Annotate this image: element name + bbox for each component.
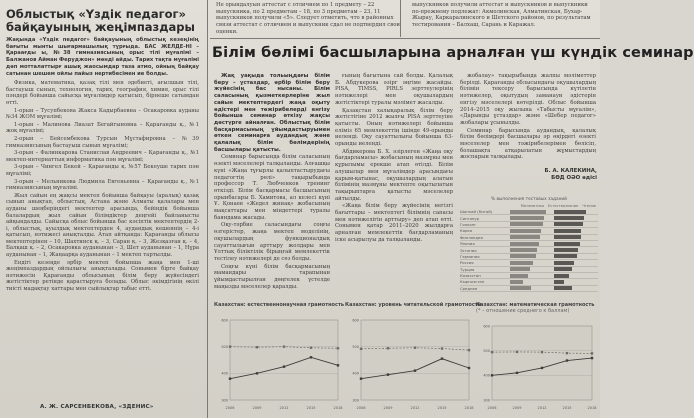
table-row-label: Турция (460, 266, 475, 272)
chart-title: Казахстан: уровень читательской грамотности (345, 302, 482, 308)
paragraph: Қазақстан халықаралық білім беру жетістігіне 2012 жылғы PISA зерттеуіне қатысты. Оның нәтижелері бойынша еліміз 65 мемлекеттің ішінде 49-орынды иеленді. Оқу сауаттылығы бойынша 63-орынды иеленді. (335, 107, 453, 148)
table-row-bars (510, 248, 598, 252)
chart-title: Казахстан: естественнонаучная грамотность (214, 302, 344, 308)
left-article-signature: А. Ж. САРСЕНБЕКОВА, «ЗДЕНИС» (40, 404, 154, 410)
data-point (337, 364, 339, 366)
table-row-label: Кыргызстан (460, 279, 485, 285)
data-point (256, 346, 258, 348)
x-tick-label: 2015 (306, 406, 316, 410)
table-bar (510, 235, 540, 239)
table-row-bars (510, 280, 598, 284)
x-tick-label: 2009 (383, 406, 393, 410)
table-bar (554, 280, 564, 284)
article-signature (505, 168, 597, 182)
data-point (337, 347, 339, 349)
table-row-bars (510, 235, 598, 239)
table-col-header: Естествознание (548, 204, 579, 208)
table-bar (554, 222, 583, 226)
paragraph: Абдикерова Б. Х. әзірлеген «Жаңа оқу бағдарламасы» жобасының мазмұны мен құрылымы ерекше атап өтілді. Білім алушылар мен мұғалімдер арасындағы қарым-қатынас, оқушылардың алатын білімінің мазмұны мектепте оқытылатын тақырыптарға қатысты мәселелер айтылды. (335, 148, 453, 202)
x-tick-label: 2015 (437, 406, 447, 410)
chart-reading-literacy (345, 302, 482, 414)
data-point (516, 372, 518, 374)
x-tick-label: 2012 (537, 406, 547, 410)
table-row-label: Гонконг (460, 221, 477, 227)
data-point (414, 347, 416, 349)
table-bar (554, 229, 581, 233)
results-table (460, 197, 598, 297)
paragraph: 1-орын – Малинова Лиазат Бегайгыновна – Қарағанды қ., №1 жоқ мұғалімі; (6, 121, 199, 135)
table-bar (554, 274, 569, 278)
table-bar (510, 274, 528, 278)
data-point (310, 356, 312, 358)
data-point (441, 357, 443, 359)
table-row-label: Сингапур (460, 215, 480, 221)
chart-subtitle-text: (* – отношение среднего к баллам) (476, 308, 570, 314)
table-bar (554, 210, 586, 214)
data-point (566, 359, 568, 361)
table-row-bars (510, 242, 598, 246)
chart-title-text: Казахстан: математическая грамотность (476, 302, 595, 308)
left-article (0, 0, 205, 418)
paragraph: 2-орын – Бейсембекова Турсын Мұстафировна – №39 гимназиясының бастауыш сынып мұғалімі; (6, 135, 199, 149)
plot-area (492, 326, 592, 400)
data-point (387, 347, 389, 349)
data-point (256, 372, 258, 374)
data-point (468, 367, 470, 369)
table-bar (554, 267, 572, 271)
table-bar (554, 248, 578, 252)
table-col-header: Чтение (582, 204, 596, 208)
top-strip-right-text: выпускников получили аттестат и выпускников и выпускники по-прежнему подлежат: Акмолинская, Алматинская, Бухар-Жырау, Каркаралинского и Шетского районов, по результатам тестирования – Балхаш, Сарань и Каражал. (412, 2, 591, 29)
y-tick-label: 400 (221, 371, 228, 376)
data-point (516, 351, 518, 353)
x-tick-label: 2006 (225, 406, 235, 410)
plot-area (361, 320, 469, 400)
column-divider (207, 0, 208, 418)
table-bar (510, 286, 531, 290)
chart-science-literacy (214, 302, 344, 414)
paragraph: Физика, математика, қазақ тілі мен әдебиеті, ағылшын тілі, бастауыш сынып, технология, тарих, география, химия, орыс тілі пәндері бойынша сайысқа мұғалімдер қатысып, бірнеше сатымдан өтті. (6, 80, 199, 106)
y-tick-label: 300 (221, 398, 228, 403)
table-bar (510, 229, 541, 233)
plot-area (230, 320, 338, 400)
data-point (229, 377, 231, 379)
y-tick-label: 500 (352, 344, 359, 349)
table-row-bars (510, 229, 598, 233)
table-col-header: Математика (520, 204, 545, 208)
x-tick-label: 2018 (587, 406, 597, 410)
x-tick-label: 2018 (464, 406, 474, 410)
data-point (360, 348, 362, 350)
table-bar (554, 216, 584, 220)
table-row-bars (510, 254, 598, 258)
chart-canvas (476, 320, 598, 412)
table-row-label: Россия (460, 260, 474, 266)
table-bar (510, 254, 536, 258)
paragraph: Семинар барысында білім саласының өзекті мәселелері талқыланды. Алғашқы күні «Жаңа тұғырлы қалыптастырудағы педагогтің рөлі» тақырыбында профессор Т. Любченков тренинг өткізді. Білім басқармасы басшысының орынбасары Б. Хамитова, ал келесі күні Ұ. Қонаев «Жедел жинақ» жобасының мақсаттары мен міндеттері туралы баяндама жасады. (214, 154, 330, 221)
table-bar (554, 242, 580, 246)
data-point (283, 365, 285, 367)
table-bar (510, 210, 546, 214)
data-point (566, 352, 568, 354)
paragraph: 3-орын – Чингел Бекей – Қарағанды қ. №57 Бекеуше тарих пән мұғалімі; (6, 164, 199, 177)
signature-name: Б. А. КАЛЕКИНА, (544, 168, 597, 174)
paragraph: Соңғы күні білім басқармасының мамандары тарапынан ұйымдастырылған дөңгелек үстелде маңызды мәселелер қаралды. (214, 263, 330, 290)
x-tick-label: 2009 (512, 406, 522, 410)
paragraph: «Жаңа білім беру жүйесінің негізгі бағыттары – мектептегі білімнің сапасы мен нәтижелігін арттыру» деп атап өтті. Сонымен қатар 2011–2020 жылдарға арналған мемлекеттік бағдарламаның іске асырылуы да талқыланды. (335, 203, 453, 243)
paragraph: ғының бағытына сай болды. Қалалық Б. Абдукерова әзірг әңгіме жасайды. PISA, TIMSS, PIRLS зерттеулерінің нәтижелері мен оқушылардың жетістіктері туралы мәлімет жасалды. (335, 73, 453, 106)
top-strip-left-text: Не орындалуын аттестат с отличием по 1 предмету – 22 выпускника, по 2 предметам – 18, по 3 предметам – 23, 11 выпускников получили «5». Следует отметить, что в районных связи аттестат с отличием и выпускник сдал не подтвердил свои оценки. (216, 2, 400, 35)
table-row-bars (510, 261, 598, 265)
table-bar (510, 261, 533, 265)
x-tick-label: 2012 (279, 406, 289, 410)
table-row-bars (510, 222, 598, 226)
signature-role: БӨД ОӘО әдісі (551, 175, 597, 181)
paragraph: Оқу-тәрбие саласындағы соңғы өзгерістер, жаңа мектеп моделінің, оқушылардың функционалдық сауаттылығын арттыру жолдары мен Ұлттық біліктілік бірыңғай мемлекеттік тестілеу нәтижелері де сөз болды. (214, 222, 330, 262)
paragraph: Семинар барысында аудандық, қалалық білім бөлімдері басшылары әр өңірдегі өзекті мәселелер мен тәжірибелерімен бөлісіп, болашақта атқарылатын жұмыстардың жоспарын талқылады. (460, 127, 596, 161)
table-rows (460, 209, 598, 292)
table-bar (510, 222, 543, 226)
x-tick-label: 2015 (562, 406, 572, 410)
table-bar (510, 280, 523, 284)
table-row-bars (510, 210, 598, 214)
chart-math-literacy (476, 302, 598, 414)
y-tick-label: 600 (221, 318, 228, 323)
table-row-label: Германия (460, 253, 480, 259)
left-article-lead: Жақында «Үздік педагог» байқауының облыстық кезеңінің бағыты мынты шығармашылық тұрғыда. БАС ЖЕЛДЕ-НІ – Қараағды ы, №38 гимназиясының орыс тілі мұғалімі – Балжанов Айман Феруджон» мәнді айды. Тарих тақта мұғалімі дәп мотталаттырғ ашық жаосымдар таза атмо, ойның байқау сатынан шешем ойлы пайыз нертибесімен ие болды. (6, 37, 199, 77)
y-tick-label: 400 (352, 371, 359, 376)
data-point (541, 367, 543, 369)
table-row-bars (510, 267, 598, 271)
paragraph: 3-орын – Фалинкарова Станислав Андреевич – Қарағанды қ., №1 мектеп-интернаттың информатика пән мұғалімі; (6, 150, 199, 163)
data-point (591, 357, 593, 359)
table-bar (554, 254, 577, 258)
x-tick-label: 2018 (333, 406, 343, 410)
table-row-label: Корея (460, 228, 473, 234)
x-tick-label: 2006 (356, 406, 366, 410)
article-lead: Жақ уақыда тольыңдағы білім беру – ұстаздар, әрбір білім беру жүйесінің бас нысаны. Білім саласының қызметкерлеріне жыл сайын мектептердегі жаңа оқыту әдістері мен тәжірибелерді енгізу бойынша семинар өткізу жақсы дәстүрге айналған. Облыстық білім басқармасының ұйымдастыруымен өткен семинарға аудандық және қалалық білім бөлімдерінің басшылары қатысты. (214, 73, 330, 153)
table-row-bars (510, 274, 598, 278)
table-bar (554, 286, 572, 290)
section-divider (210, 38, 600, 39)
chart-subtitle (476, 308, 598, 314)
y-tick-label: 500 (483, 348, 490, 353)
paragraph: 1-орын – Тусупбекова Жакса Кадырбаевна – Осакаровка ауданы №34 ЖОМ мұғалімі; (6, 107, 199, 121)
table-title: % выполнения тестовых заданий (491, 197, 567, 202)
main-headline: Білім бөлімі басшыларына арналған үш күндік семинар (212, 45, 694, 61)
data-point (591, 352, 593, 354)
y-tick-label: 300 (352, 398, 359, 403)
main-column-1 (214, 73, 330, 292)
table-row-bars (510, 216, 598, 220)
table-bar (510, 216, 544, 220)
x-tick-label: 2012 (410, 406, 420, 410)
data-point (441, 347, 443, 349)
data-point (414, 369, 416, 371)
y-tick-label: 500 (221, 344, 228, 349)
top-article-continuation (212, 0, 600, 36)
table-bar (510, 267, 530, 271)
table-bar (554, 261, 574, 265)
paragraph: 3-орын – Мельникова Людмила Евгеньевна – Қарағанды қ., №1 гимназиясының мұғалімі. (6, 178, 199, 192)
table-row-label: Эстония (460, 247, 477, 253)
main-column-3 (460, 73, 596, 162)
table-row (460, 286, 598, 292)
table-row-label: Финляндия (460, 234, 483, 240)
y-tick-label: 600 (483, 324, 490, 329)
left-article-body (6, 80, 199, 292)
data-point (310, 347, 312, 349)
chart-canvas (214, 314, 344, 412)
y-tick-label: 600 (352, 318, 359, 323)
table-bar (510, 242, 539, 246)
table-row-label: Шанхай (Китай) (460, 209, 493, 215)
paragraph: жобалау» тақырыбында жалпы мәліметтер берілді. Қарағанды облысындағы оқушылардың білімін тексеру барысында күтілетін нәтижелер, оқытудың заманауи әдістерін енгізу мәселелері көтерілді. Облыс бойынша 2014–2015 оқу жылына «Табысты мұғалім», «Дарынды ұстаздар» және «Шебер педагог» жобалары ұсынылды. (460, 73, 596, 126)
data-point (491, 351, 493, 353)
paragraph: Ендігі кезеңде әрбір мектеп бойынша жаңа мен 1-ші жеңімпаздардың ойлылығы анықталады. Сонымен бірге байқау нәтижесін Қарағанды облысының білім беру жүйесіндегі жетістіктер ретінде қарастыруға болады. Облыс әкімдігінің өкілі тиісті мадақтау хаттары мен сыйлықтар табыс етті. (6, 259, 199, 293)
x-tick-label: 2009 (252, 406, 262, 410)
data-point (360, 377, 362, 379)
data-point (387, 373, 389, 375)
table-row-bars (510, 286, 598, 290)
data-point (468, 349, 470, 351)
table-bar (510, 248, 537, 252)
data-point (541, 351, 543, 353)
y-tick-label: 400 (483, 373, 490, 378)
table-header (460, 204, 598, 208)
paragraph: Жыл сайын ең жақсы мектеп бойынша байқауы (аралық) қазақ сынып анықтап, облыстың, Астана және Алматы қалалары мен ауданы шеңберіндегі мектептер арасында, бейіндік бойынша балалардың жыл сайын білімдіктер деңгейі байланысты айқындалды. Сайысқа облыс бойынша бас кәсіптік мектептердің 2-і, облыстық, ауылдық мектептерден 4, аудандық кешеннің – 4-і қатысып, нәтижесі анықталды. Атап айтқанда: Қарағанды облысы мектептерінен – 10, Шахтинск қ. – 3, Саран қ. – 3, Жезқазған қ. – 4, Балқаш қ. – 2, Осакаровка ауданынан – 3, Шет ауданынан – 1, Нұра ауданынан – 1, Жаңаарқа ауданынан – 1 мектеп тартылды. (6, 192, 199, 259)
x-tick-label: 2006 (487, 406, 497, 410)
y-tick-label: 300 (483, 398, 490, 403)
table-row-label: Япония (460, 241, 475, 247)
table-row-label: Казахстан (460, 273, 481, 279)
left-article-title: Облыстық «Үздік педагог» байқауының жеңімпаздары (6, 7, 195, 34)
data-point (229, 345, 231, 347)
table-bar (554, 235, 581, 239)
main-column-2 (335, 73, 453, 245)
table-row-label: Среднее (460, 285, 478, 291)
chart-canvas (345, 314, 475, 412)
data-point (491, 374, 493, 376)
data-point (283, 345, 285, 347)
